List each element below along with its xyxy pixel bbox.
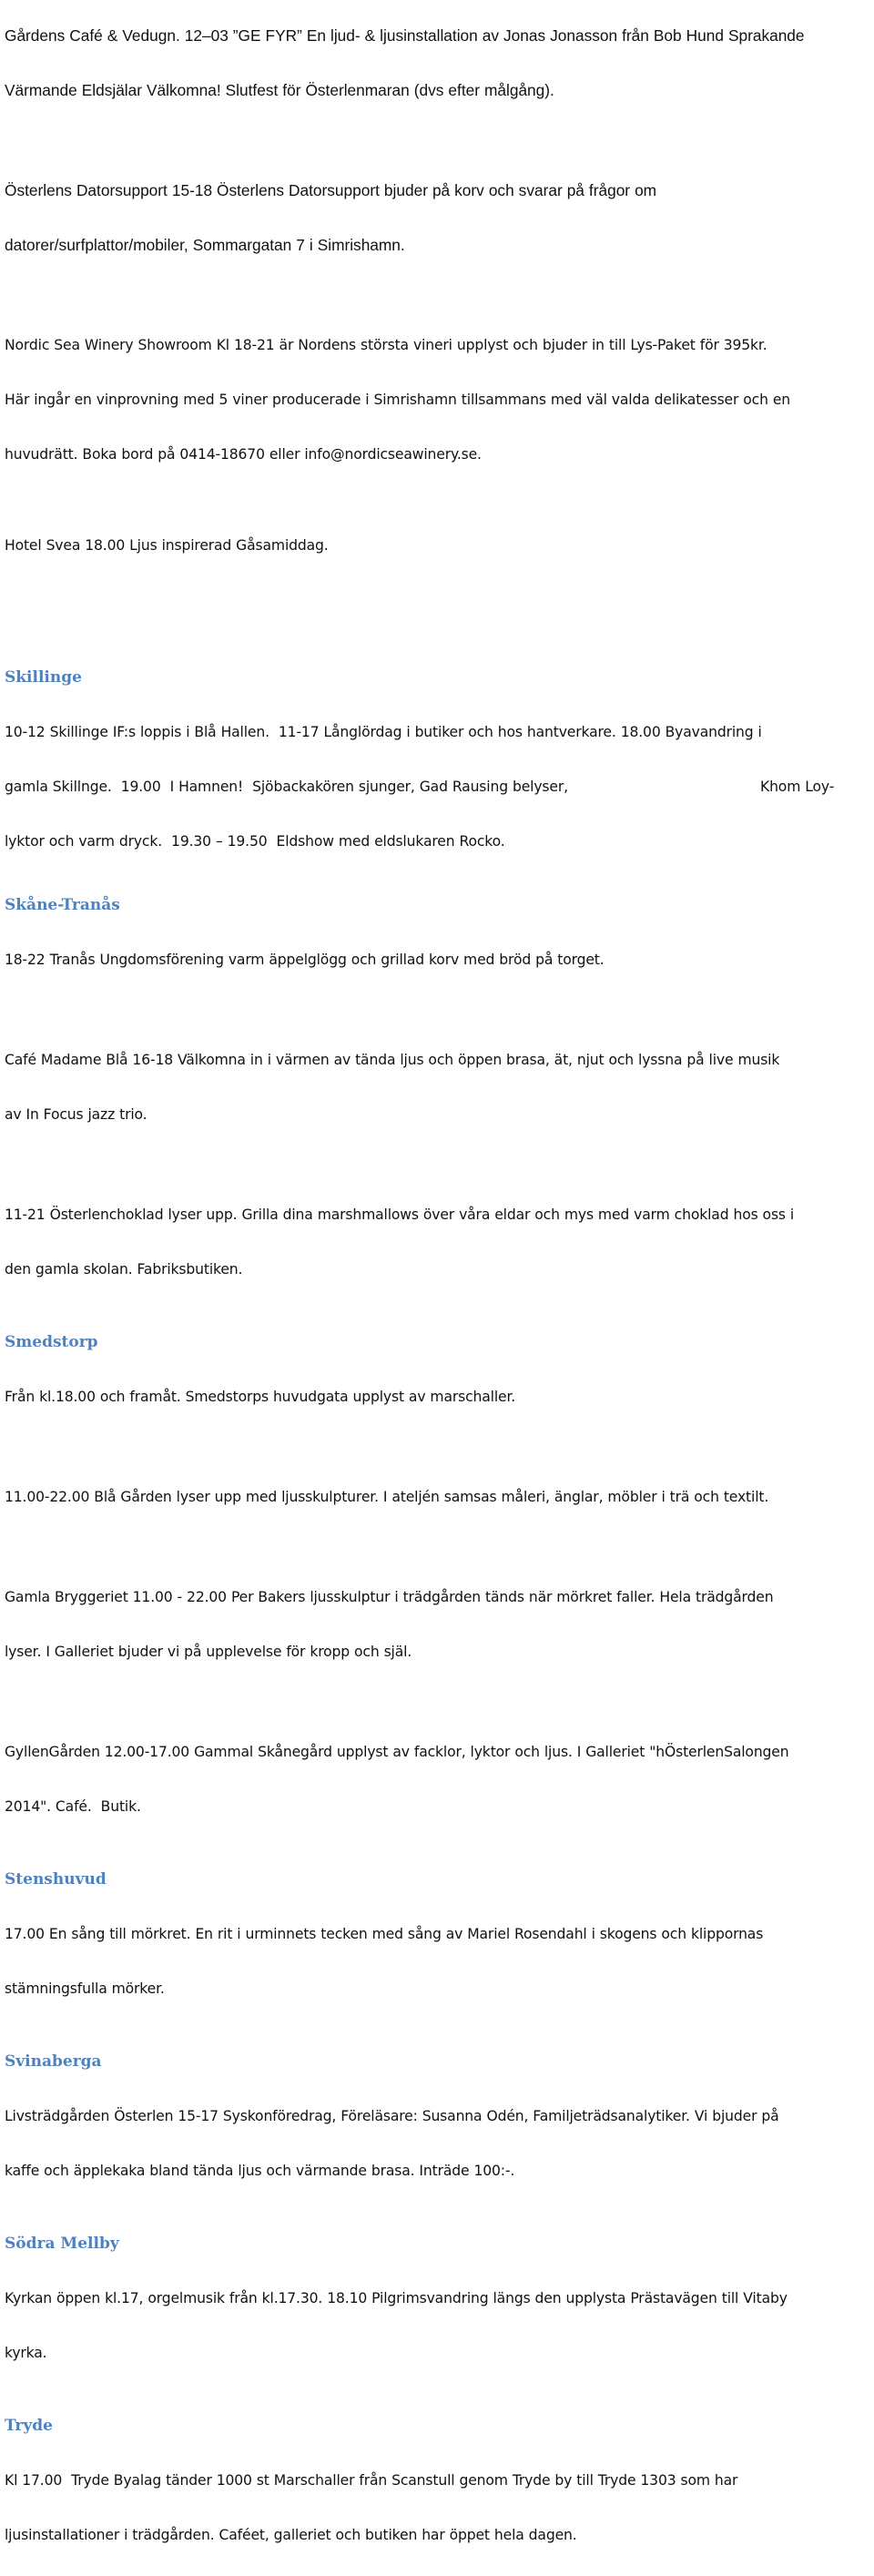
text-line: Här ingår en vinprovning med 5 viner producerade i Simrishamn tillsammans med väl valda delikatesser och en	[5, 392, 790, 408]
text-line: Livsträdgården Österlen 15-17 Syskonföredrag, Föreläsare: Susanna Odén, Familjeträdsanalytiker. Vi bjuder på	[5, 2108, 779, 2124]
intro-paragraph-hotel-svea	[5, 504, 873, 586]
section-heading-skillinge: Skillinge	[5, 668, 82, 687]
text-line: den gamla skolan. Fabriksbutiken.	[5, 1261, 243, 1278]
text-line	[5, 773, 873, 800]
text-line: Gårdens Café & Vedugn. 12–03 ”GE FYR” En ljud- & ljusinstallation av Jonas Jonasson från Bob Hund Sprakande	[5, 26, 805, 45]
text-segment: gamla Skillnge. 19.00 I Hamnen! Sjöbackakören sjunger, Gad Rausing belyser,	[5, 779, 568, 795]
tryde-paragraph	[5, 2439, 873, 2576]
skane-tranas-paragraph-2	[5, 1019, 873, 1156]
intro-paragraph-nordic-sea-winery	[5, 304, 873, 495]
text-line: Hotel Svea 18.00 Ljus inspirerad Gåsamiddag.	[5, 537, 329, 554]
smedstorp-paragraph-2	[5, 1456, 873, 1538]
text-line: GyllenGården 12.00-17.00 Gammal Skånegård upplyst av facklor, lyktor och ljus. I Galleriet "hÖsterlenSalongen	[5, 1744, 789, 1760]
section-heading-stenshuvud: Stenshuvud	[5, 1870, 107, 1889]
text-line: 11-21 Österlenchoklad lyser upp. Grilla dina marshmallows över våra eldar och mys med varm choklad hos oss i	[5, 1207, 795, 1223]
smedstorp-paragraph-1	[5, 1356, 873, 1438]
section-heading-skane-tranas: Skåne-Tranås	[5, 896, 120, 914]
svinaberga-paragraph	[5, 2075, 873, 2212]
text-line: Nordic Sea Winery Showroom Kl 18-21 är Nordens största vineri upplyst och bjuder in till Lys-Paket för 395kr.	[5, 337, 767, 353]
text-line: 10-12 Skillinge IF:s loppis i Blå Hallen. 11-17 Långlördag i butiker och hos hantverkare. 18.00 Byavandring i	[5, 724, 762, 740]
intro-paragraph-datorsupport	[5, 149, 873, 286]
section-heading-tryde: Tryde	[5, 2417, 53, 2435]
text-line: datorer/surfplattor/mobiler, Sommargatan 7 i Simrishamn.	[5, 236, 405, 254]
document-page	[5, 0, 873, 2576]
text-line: Österlens Datorsupport 15-18 Österlens Datorsupport bjuder på korv och svarar på frågor om	[5, 181, 657, 199]
text-line: Kl 17.00 Tryde Byalag tänder 1000 st Marschaller från Scanstull genom Tryde by till Tryde 1303 som har	[5, 2472, 738, 2489]
text-line: lyser. I Galleriet bjuder vi på upplevelse för kropp och själ.	[5, 1644, 412, 1660]
section-heading-svinaberga: Svinaberga	[5, 2052, 102, 2071]
text-line: 18-22 Tranås Ungdomsförening varm äppelglögg och grillad korv med bröd på torget.	[5, 952, 605, 968]
smedstorp-paragraph-4	[5, 1711, 873, 1848]
sodra-mellby-paragraph	[5, 2257, 873, 2394]
text-line: kyrka.	[5, 2345, 47, 2361]
section-heading-smedstorp: Smedstorp	[5, 1333, 98, 1351]
text-line: kaffe och äpplekaka bland tända ljus och värmande brasa. Inträde 100:-.	[5, 2163, 515, 2179]
text-line: 2014". Café. Butik.	[5, 1798, 141, 1815]
text-line: av In Focus jazz trio.	[5, 1106, 147, 1123]
text-line: lyktor och varm dryck. 19.30 – 19.50 Eldshow med eldslukaren Rocko.	[5, 833, 505, 850]
text-line: 11.00-22.00 Blå Gården lyser upp med ljusskulpturer. I ateljén samsas måleri, änglar, möbler i trä och textilt.	[5, 1489, 769, 1505]
text-line: Kyrkan öppen kl.17, orgelmusik från kl.17.30. 18.10 Pilgrimsvandring längs den upplysta Prästavägen till Vitaby	[5, 2290, 788, 2306]
text-line: stämningsfulla mörker.	[5, 1980, 165, 1997]
text-line: Från kl.18.00 och framåt. Smedstorps huvudgata upplyst av marschaller.	[5, 1389, 516, 1405]
skane-tranas-paragraph-1	[5, 919, 873, 1001]
text-line: Värmande Eldsjälar Välkomna! Slutfest för Österlenmaran (dvs efter målgång).	[5, 81, 554, 99]
section-heading-sodra-mellby: Södra Mellby	[5, 2235, 119, 2253]
text-line: 17.00 En sång till mörkret. En rit i urminnets tecken med sång av Mariel Rosendahl i skogens och klippornas	[5, 1926, 764, 1942]
skillinge-paragraph	[5, 691, 873, 882]
text-line: huvudrätt. Boka bord på 0414-18670 eller info@nordicseawinery.se.	[5, 446, 482, 463]
text-line: Gamla Bryggeriet 11.00 - 22.00 Per Bakers ljusskulptur i trädgården tänds när mörkret faller. Hela trädgården	[5, 1589, 774, 1605]
stenshuvud-paragraph	[5, 1893, 873, 2030]
skane-tranas-paragraph-3	[5, 1174, 873, 1310]
text-segment: Khom Loy-	[760, 779, 835, 795]
intro-paragraph-gardens-cafe	[5, 0, 873, 131]
text-line: ljusinstallationer i trädgården. Caféet, galleriet och butiken har öppet hela dagen.	[5, 2527, 577, 2543]
text-line: Café Madame Blå 16-18 Välkomna in i värmen av tända ljus och öppen brasa, ät, njut och lyssna på live musik	[5, 1052, 780, 1068]
smedstorp-paragraph-3	[5, 1556, 873, 1693]
